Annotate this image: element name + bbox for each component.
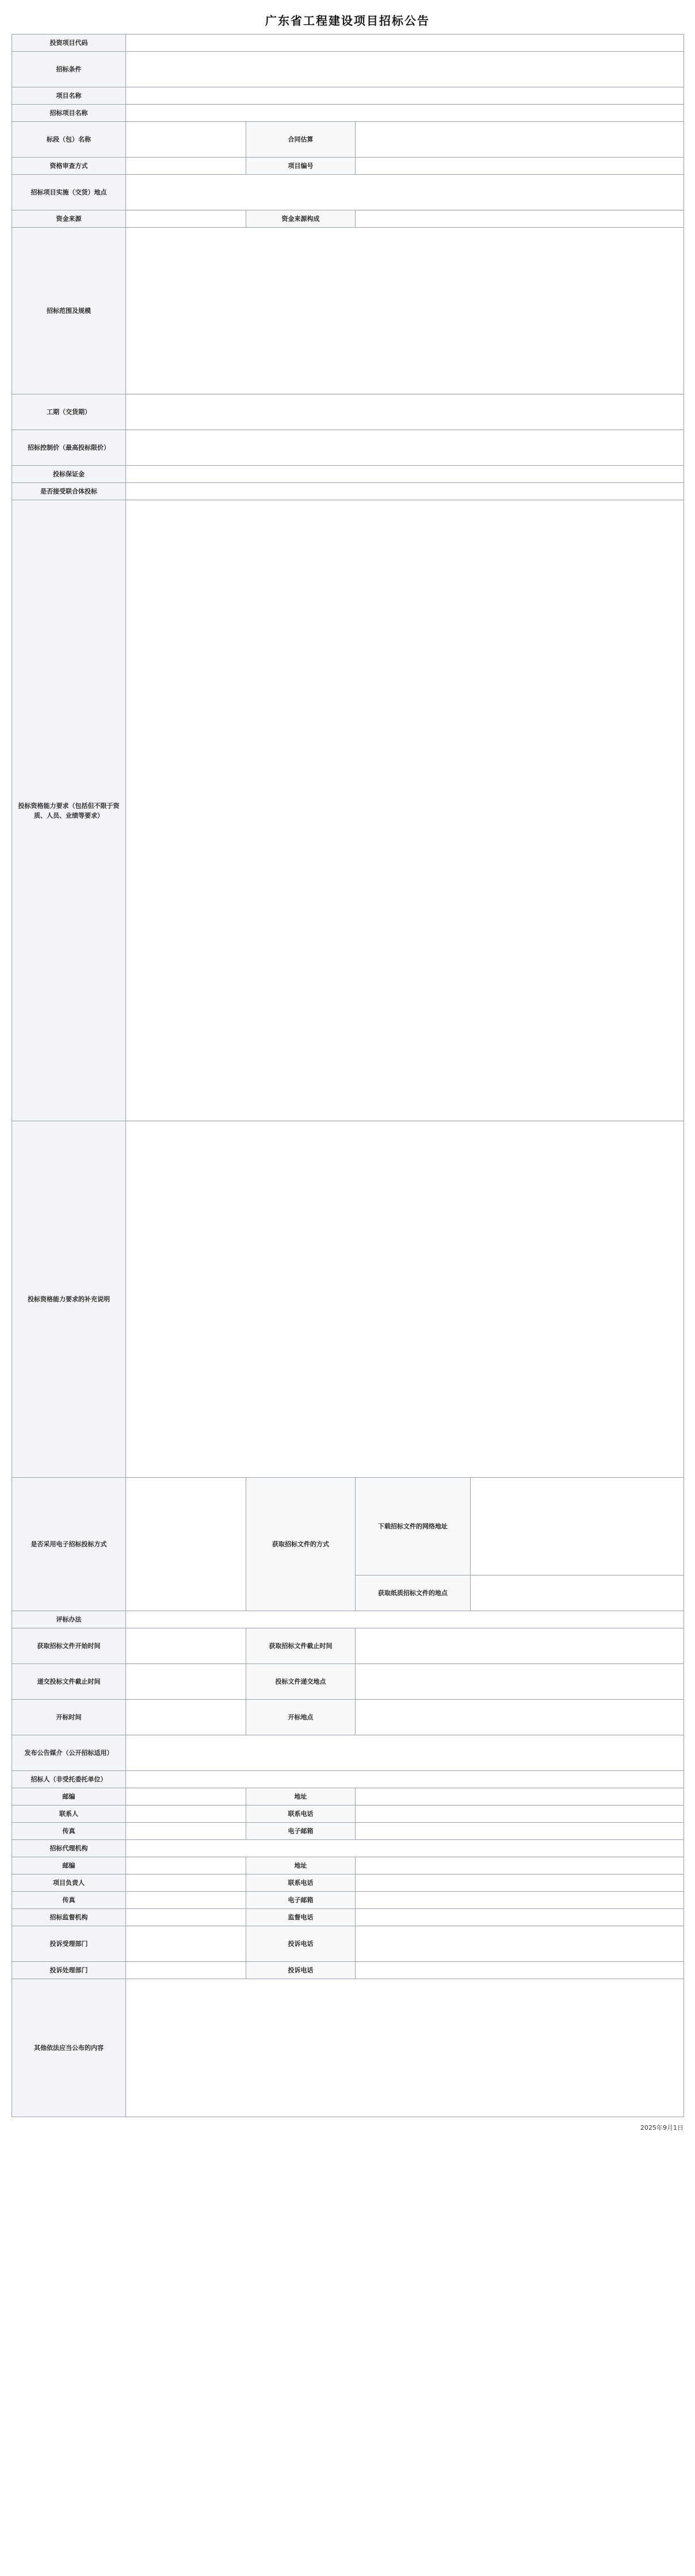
value-agent-contact bbox=[126, 1874, 246, 1892]
label-agent-phone: 联系电话 bbox=[246, 1874, 356, 1892]
value-media bbox=[126, 1735, 684, 1771]
value-agent-address bbox=[356, 1857, 684, 1874]
value-control-price bbox=[126, 430, 684, 466]
value-doc-start bbox=[126, 1628, 246, 1664]
label-eval-method: 评标办法 bbox=[12, 1611, 126, 1628]
row-complaint bbox=[12, 1926, 684, 1962]
label-open-time: 开标时间 bbox=[12, 1700, 126, 1735]
row-supervisor bbox=[12, 1909, 684, 1926]
label-media: 发布公告媒介（公开招标适用） bbox=[12, 1735, 126, 1771]
value-bidding-conditions bbox=[126, 52, 684, 87]
value-qualification-notes bbox=[126, 1121, 684, 1478]
label-project-code: 投资项目代码 bbox=[12, 34, 126, 52]
value-project-code bbox=[126, 34, 684, 52]
label-agent-contact: 项目负责人 bbox=[12, 1874, 126, 1892]
label-agent-postal: 邮编 bbox=[12, 1857, 126, 1874]
value-tenderer bbox=[126, 1771, 684, 1788]
value-duration bbox=[126, 394, 684, 430]
value-joint-bid bbox=[126, 483, 684, 500]
label-fund-source: 资金来源 bbox=[12, 210, 126, 228]
row-tenderer-contact bbox=[12, 1805, 684, 1823]
footer-date: 2025年9月1日 bbox=[640, 2124, 683, 2132]
row-other bbox=[12, 1979, 684, 2117]
row-project-code bbox=[12, 34, 684, 52]
row-complaint-handler bbox=[12, 1962, 684, 1979]
label-bidding-conditions: 招标条件 bbox=[12, 52, 126, 87]
row-submit bbox=[12, 1664, 684, 1700]
row-qualification-notes bbox=[12, 1121, 684, 1478]
row-eval-method bbox=[12, 1611, 684, 1628]
row-bid-bond bbox=[12, 466, 684, 483]
value-paper-doc-place bbox=[471, 1575, 684, 1611]
value-project-number bbox=[356, 158, 684, 175]
label-agent-email: 电子邮箱 bbox=[246, 1892, 356, 1909]
label-location: 招标项目实施（交货）地点 bbox=[12, 175, 126, 210]
label-section-name: 标段（包）名称 bbox=[12, 122, 126, 158]
value-eval-method bbox=[126, 1611, 684, 1628]
row-project-name bbox=[12, 87, 684, 105]
value-agent bbox=[126, 1840, 684, 1857]
label-control-price: 招标控制价（最高投标限价） bbox=[12, 430, 126, 466]
value-tenderer-contact bbox=[126, 1805, 246, 1823]
value-agent-email bbox=[356, 1892, 684, 1909]
label-complaint-handler: 投诉处理部门 bbox=[12, 1962, 126, 1979]
row-duration bbox=[12, 394, 684, 430]
value-agent-phone bbox=[356, 1874, 684, 1892]
label-complaint-phone: 投诉电话 bbox=[246, 1926, 356, 1962]
value-section-name bbox=[126, 122, 246, 158]
label-bid-project-name: 招标项目名称 bbox=[12, 105, 126, 122]
label-submit-place: 投标文件递交地点 bbox=[246, 1664, 356, 1700]
value-tenderer-phone bbox=[356, 1805, 684, 1823]
value-open-place bbox=[356, 1700, 684, 1735]
label-project-name: 项目名称 bbox=[12, 87, 126, 105]
value-submit-deadline bbox=[126, 1664, 246, 1700]
value-complaint-handler-phone bbox=[356, 1962, 684, 1979]
label-tenderer-phone: 联系电话 bbox=[246, 1805, 356, 1823]
row-qualification bbox=[12, 500, 684, 1121]
value-tenderer-postal bbox=[126, 1788, 246, 1805]
label-doc-start: 获取招标文件开始时间 bbox=[12, 1628, 126, 1664]
label-tenderer-contact: 联系人 bbox=[12, 1805, 126, 1823]
label-submit-deadline: 递交投标文件截止时间 bbox=[12, 1664, 126, 1700]
value-bid-method bbox=[126, 158, 246, 175]
value-complaint-handler bbox=[126, 1962, 246, 1979]
value-agent-fax bbox=[126, 1892, 246, 1909]
row-electronic-bid bbox=[12, 1478, 684, 1575]
value-download-address bbox=[471, 1478, 684, 1575]
label-open-place: 开标地点 bbox=[246, 1700, 356, 1735]
row-tenderer bbox=[12, 1771, 684, 1788]
label-doc-end: 获取招标文件截止时间 bbox=[246, 1628, 356, 1664]
label-scope: 招标范围及规模 bbox=[12, 228, 126, 394]
label-project-number: 项目编号 bbox=[246, 158, 356, 175]
label-duration: 工期（交货期） bbox=[12, 394, 126, 430]
value-qualification bbox=[126, 500, 684, 1121]
row-joint-bid bbox=[12, 483, 684, 500]
label-supervisor: 招标监督机构 bbox=[12, 1909, 126, 1926]
value-project-name bbox=[126, 87, 684, 105]
label-agent-fax: 传真 bbox=[12, 1892, 126, 1909]
label-qualification-notes: 投标资格能力要求的补充说明 bbox=[12, 1121, 126, 1478]
value-bid-project-name bbox=[126, 105, 684, 122]
label-supervisor-phone: 监督电话 bbox=[246, 1909, 356, 1926]
value-tenderer-fax bbox=[126, 1823, 246, 1840]
announcement-table bbox=[12, 34, 684, 2117]
page-title: 广东省工程建设项目招标公告 bbox=[265, 14, 430, 28]
value-other bbox=[126, 1979, 684, 2117]
label-bid-method: 资格审查方式 bbox=[12, 158, 126, 175]
row-open bbox=[12, 1700, 684, 1735]
value-bid-bond bbox=[126, 466, 684, 483]
row-agent-address bbox=[12, 1857, 684, 1874]
label-download-address: 下载招标文件的网络地址 bbox=[356, 1478, 471, 1575]
row-agent-fax bbox=[12, 1892, 684, 1909]
value-doc-end bbox=[356, 1628, 684, 1664]
value-open-time bbox=[126, 1700, 246, 1735]
label-agent-address: 地址 bbox=[246, 1857, 356, 1874]
label-agent: 招标代理机构 bbox=[12, 1840, 126, 1857]
value-fund-source bbox=[126, 210, 246, 228]
label-tenderer-email: 电子邮箱 bbox=[246, 1823, 356, 1840]
value-location bbox=[126, 175, 684, 210]
row-agent-contact bbox=[12, 1874, 684, 1892]
row-media bbox=[12, 1735, 684, 1771]
row-section-name bbox=[12, 122, 684, 158]
label-tenderer-fax: 传真 bbox=[12, 1823, 126, 1840]
label-other: 其他依法应当公布的内容 bbox=[12, 1979, 126, 2117]
label-qualification: 投标资格能力要求（包括但不限于资质、人员、业绩等要求） bbox=[12, 500, 126, 1121]
label-bid-bond: 投标保证金 bbox=[12, 466, 126, 483]
label-complaint: 投诉受理部门 bbox=[12, 1926, 126, 1962]
value-contract-estimate bbox=[356, 122, 684, 158]
label-electronic-bid: 是否采用电子招标投标方式 bbox=[12, 1478, 126, 1611]
value-supervisor bbox=[126, 1909, 246, 1926]
value-tenderer-email bbox=[356, 1823, 684, 1840]
value-complaint bbox=[126, 1926, 246, 1962]
label-fund-ratio: 资金来源构成 bbox=[246, 210, 356, 228]
row-scope bbox=[12, 228, 684, 394]
label-paper-doc-place: 获取纸质招标文件的地点 bbox=[356, 1575, 471, 1611]
label-tenderer-address: 地址 bbox=[246, 1788, 356, 1805]
label-tenderer-postal: 邮编 bbox=[12, 1788, 126, 1805]
label-tenderer: 招标人（非受托委托单位） bbox=[12, 1771, 126, 1788]
row-agent bbox=[12, 1840, 684, 1857]
label-contract-estimate: 合同估算 bbox=[246, 122, 356, 158]
value-submit-place bbox=[356, 1664, 684, 1700]
value-scope bbox=[126, 228, 684, 394]
row-tenderer-fax bbox=[12, 1823, 684, 1840]
value-complaint-phone bbox=[356, 1926, 684, 1962]
value-agent-postal bbox=[126, 1857, 246, 1874]
value-supervisor-phone bbox=[356, 1909, 684, 1926]
row-tenderer-address bbox=[12, 1788, 684, 1805]
row-bidding-conditions bbox=[12, 52, 684, 87]
value-fund-ratio bbox=[356, 210, 684, 228]
row-fund-source bbox=[12, 210, 684, 228]
row-bid-method bbox=[12, 158, 684, 175]
row-bid-project-name bbox=[12, 105, 684, 122]
row-control-price bbox=[12, 430, 684, 466]
value-tenderer-address bbox=[356, 1788, 684, 1805]
label-joint-bid: 是否接受联合体投标 bbox=[12, 483, 126, 500]
label-complaint-handler-phone: 投诉电话 bbox=[246, 1962, 356, 1979]
row-doc-time bbox=[12, 1628, 684, 1664]
label-doc-obtain-method: 获取招标文件的方式 bbox=[246, 1478, 356, 1611]
row-location bbox=[12, 175, 684, 210]
value-electronic-bid bbox=[126, 1478, 246, 1611]
